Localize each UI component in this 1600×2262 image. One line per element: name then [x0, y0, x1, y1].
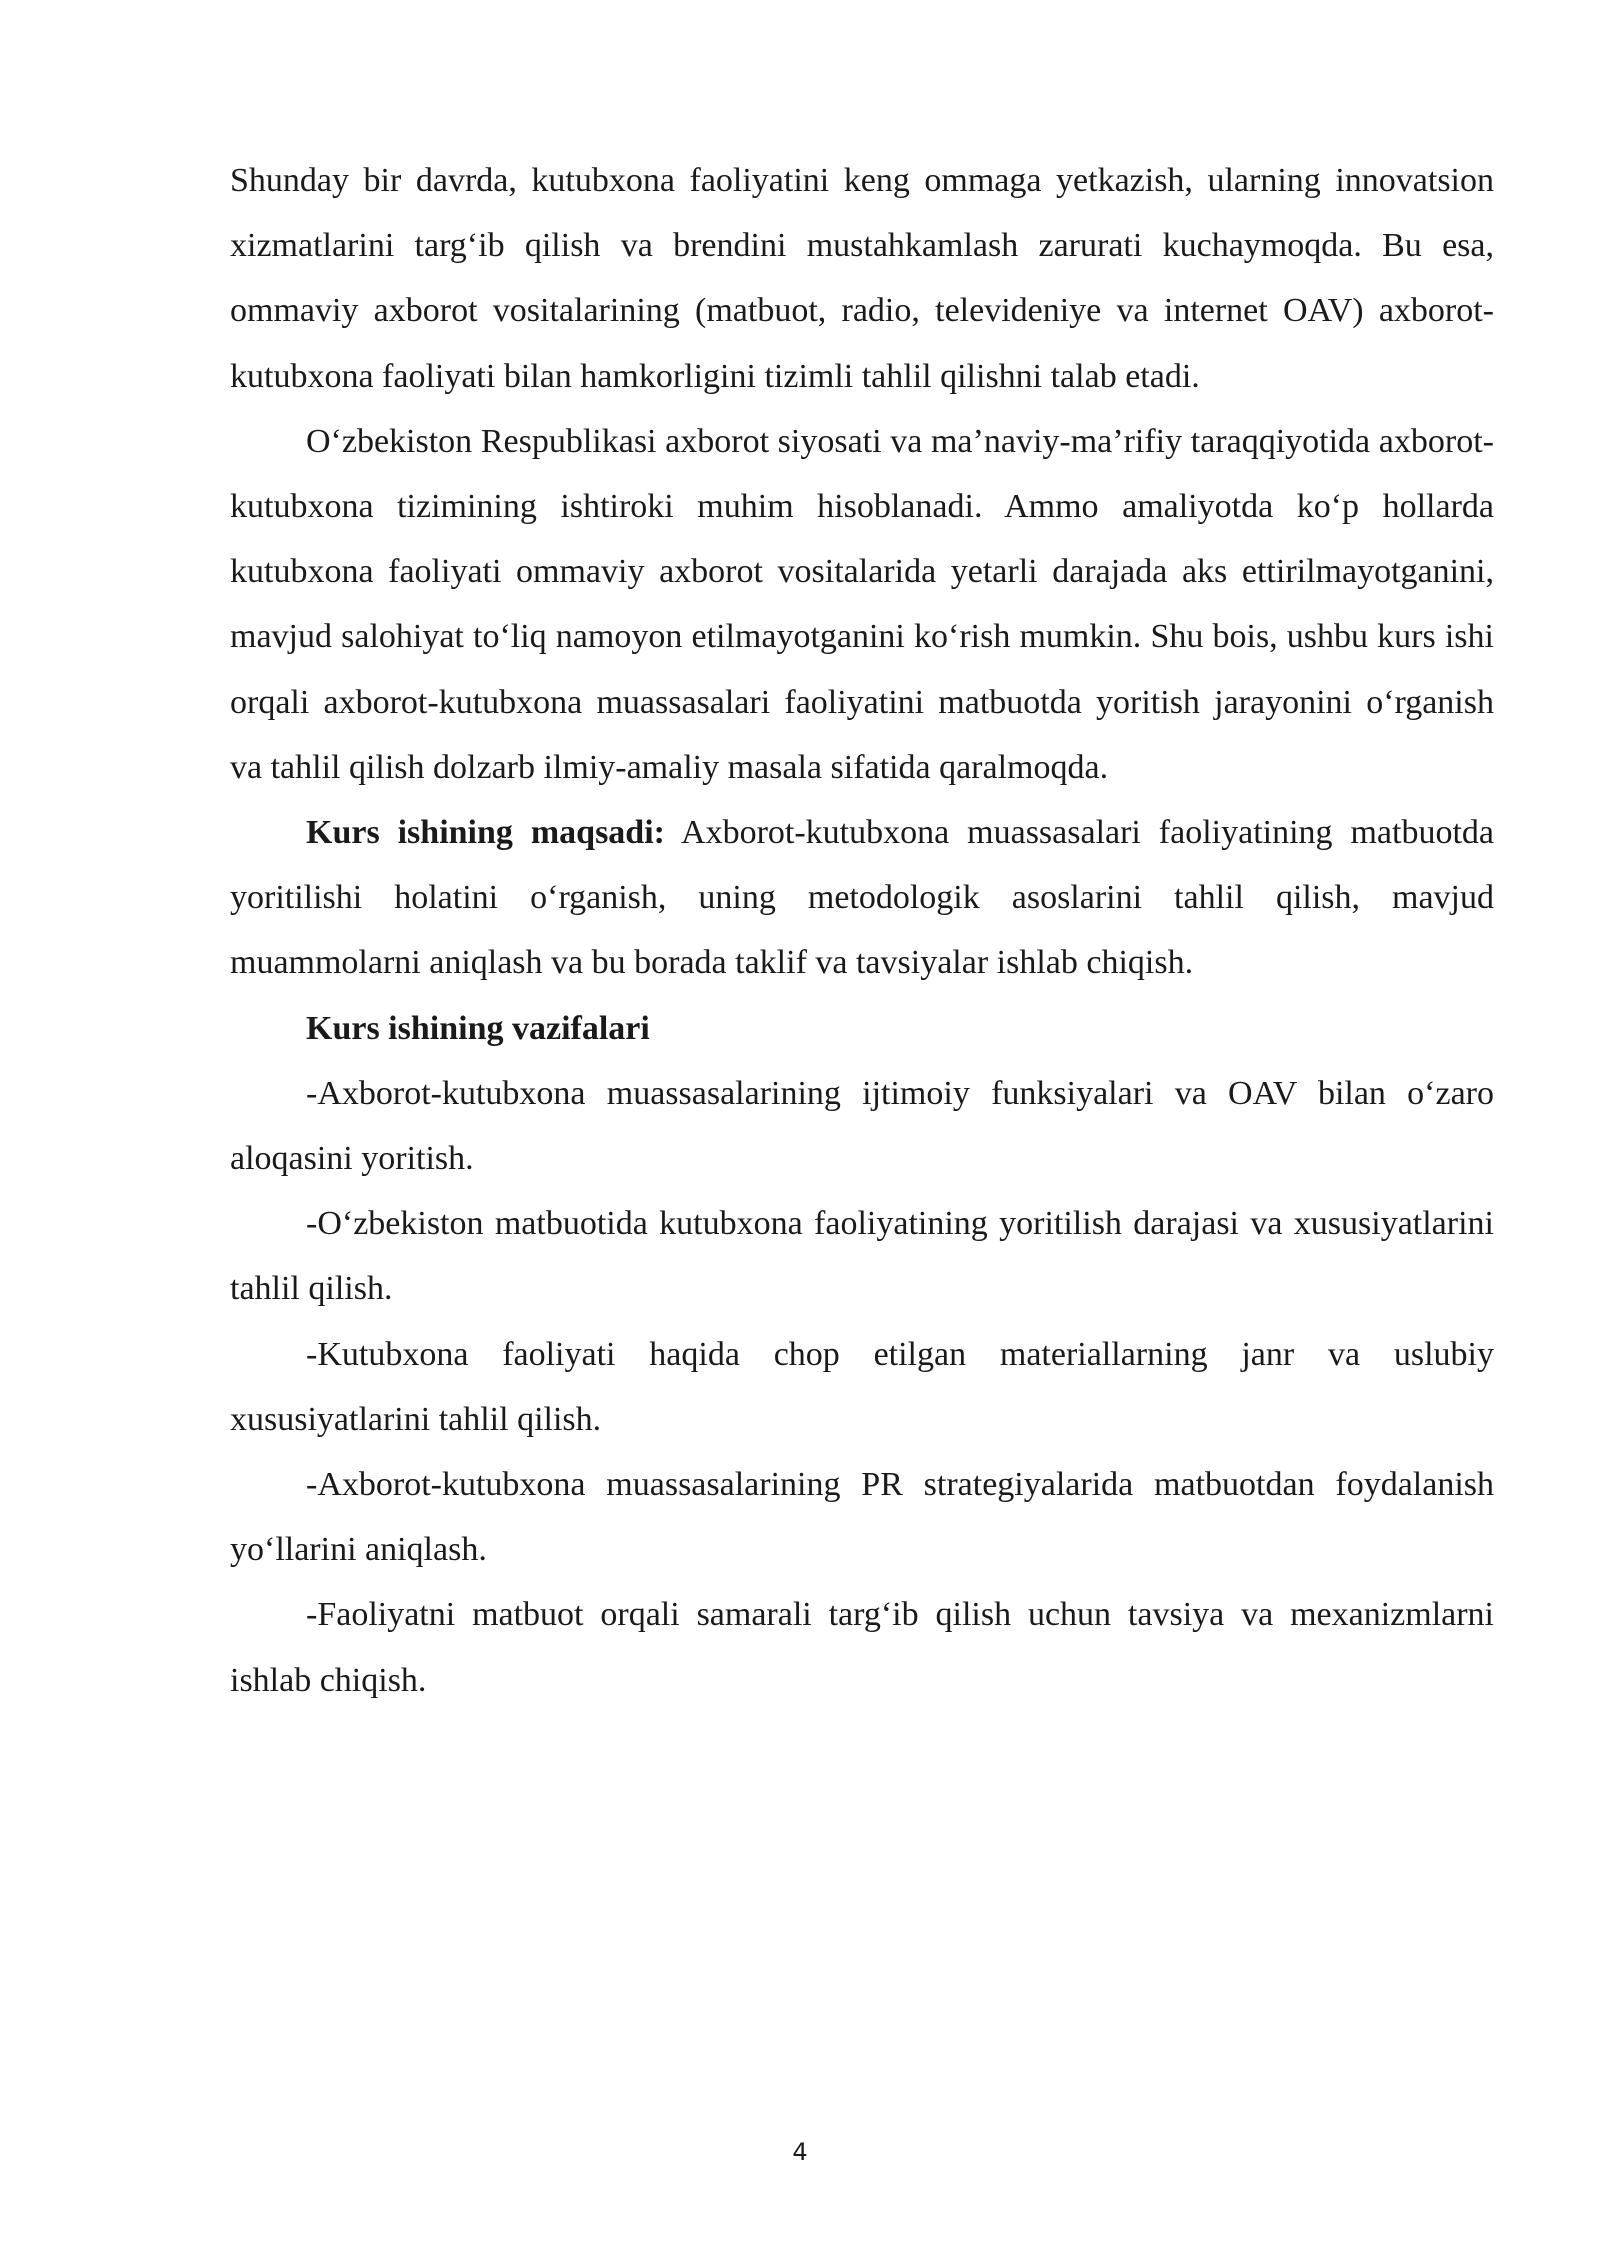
page-number: 4 — [792, 2138, 808, 2166]
task-item: -Faoliyatni matbuot orqali samarali targ‘ib qilish uchun tavsiya va mexanizmlarni ishlab chiqish. — [230, 1596, 1494, 1699]
task-item: -Axborot-kutubxona muassasalarining ijtimoiy funksiyalari va OAV bilan o‘zaro aloqasini yoritish. — [230, 1074, 1494, 1178]
task-item: -Axborot-kutubxona muassasalarining PR strategiyalarida matbuotdan foydalanish yo‘llarini aniqlash. — [230, 1466, 1494, 1569]
task-item: -O‘zbekiston matbuotida kutubxona faoliyatining yoritilish darajasi va xususiyatlarini tahlil qilish. — [230, 1205, 1494, 1308]
intro-paragraph: Shunday bir davrda, kutubxona faoliyatini keng ommaga yetkazish, ularning innovatsion xizmatlarini targ‘ib qilish va brendini mustahkamlash zarurati kuchaymoqda. Bu esa, ommaviy axborot vositalarining (matbuot, radio, televideniye va internet OAV) axborot-kutubxona faoliyati bilan hamkorligini tizimli tahlil qilishni talab etadi. — [230, 162, 1494, 395]
document-body — [230, 148, 1494, 1713]
relevance-paragraph: O‘zbekiston Respublikasi axborot siyosati va ma’naviy-ma’rifiy taraqqiyotida axborot-kutubxona tizimining ishtiroki muhim hisoblanadi. Ammo amaliyotda ko‘p hollarda kutubxona faoliyati ommaviy axborot vositalarida yetarli darajada aks ettirilmayotganini, mavjud salohiyat to‘liq namoyon etilmayotganini ko‘rish mumkin. Shu bois, ushbu kurs ishi orqali axborot-kutubxona muassasalari faoliyatini matbuotda yoritish jarayonini o‘rganish va tahlil qilish dolzarb ilmiy-amaliy masala sifatida qaralmoqda. — [230, 422, 1494, 786]
goal-text: Axborot-kutubxona muassasalari faoliyatining matbuotda yoritilishi holatini o‘rganish, uning metodologik asoslarini tahlil qilish, mavjud muammolarni aniqlash va bu borada taklif va tavsiyalar ishlab chiqish. — [230, 814, 1494, 982]
tasks-heading: Kurs ishining vazifalari — [306, 1009, 650, 1047]
goal-label: Kurs ishining maqsadi: — [306, 814, 665, 852]
task-item: -Kutubxona faoliyati haqida chop etilgan materiallarning janr va uslubiy xususiyatlarini tahlil qilish. — [230, 1335, 1494, 1438]
goal-paragraph — [230, 800, 1494, 996]
